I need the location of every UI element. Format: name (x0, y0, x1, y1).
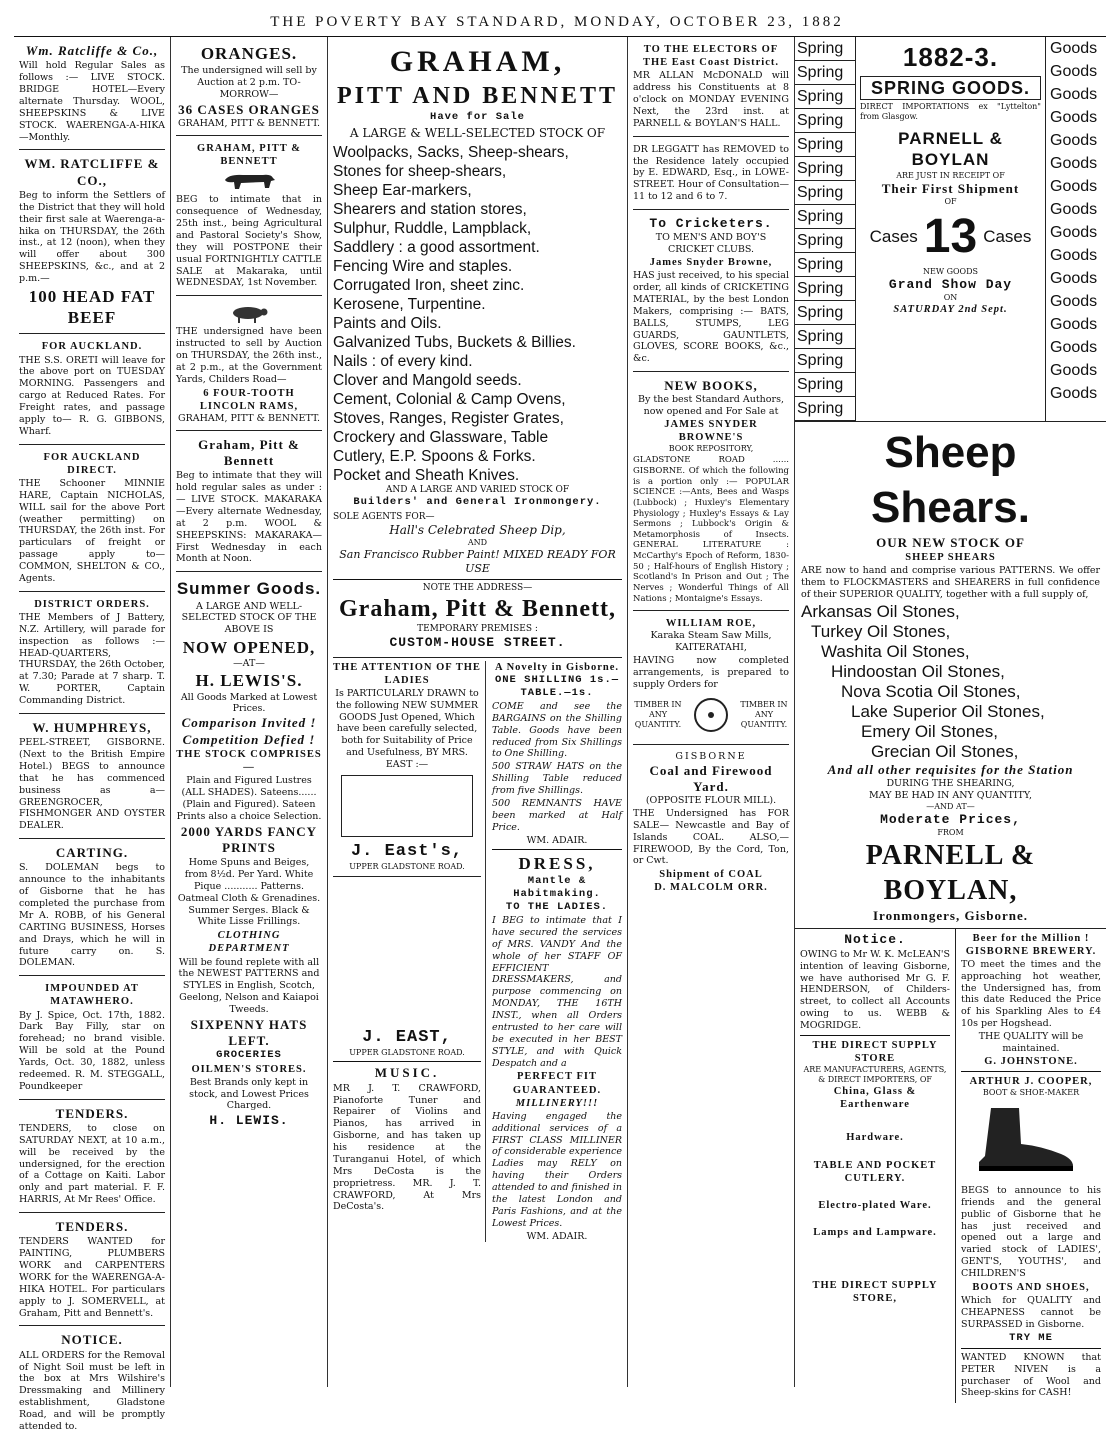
spring-word: Spring (795, 181, 855, 205)
divider (492, 849, 622, 850)
spring-word: Spring (795, 397, 855, 421)
ad-title: IMPOUNDED AT MATAWHERO. (45, 983, 139, 1008)
ad-title: GRAHAM, (389, 45, 566, 78)
ad-section: Builders' and General Ironmongery. (353, 495, 602, 508)
ad-text: DR LEGGATT has REMOVED to the Residence lately occupied by E. EDWARD, Esq., in LOWE-STREET. Hour of Consultation—11 to 12 and 6 to 7. (633, 143, 789, 203)
cases-number: 13 (923, 209, 978, 263)
ad-text: —AND AT— (926, 802, 975, 811)
oil-stone-item: Emery Oil Stones, (861, 722, 998, 741)
ad-subtitle: (OPPOSITE FLOUR MILL). (645, 795, 777, 806)
ad-name: J. East's, (350, 841, 464, 861)
ad-title: GRAHAM, PITT & BENNETT (197, 143, 301, 168)
spring-word: Spring (795, 133, 855, 157)
ad-tenders (19, 1103, 165, 1213)
ad-have-for-sale: Have for Sale (430, 110, 525, 123)
ad-text: Will hold Regular Sales as follows :— LIVE STOCK. BRIDGE HOTEL—Every alternate Thursday. WOOL, SHEEPSKINS & LIVE STOCK. WAERENGA-A-HIKA—Monthly. (19, 60, 165, 143)
ad-store: H. LEWIS'S. (195, 671, 303, 691)
spring-word: Spring (795, 61, 855, 85)
ad-text: Beg to intimate that they will hold regular sales as under :— LIVE STOCK. MAKARAKA—Every alternate Wednesday, at 2 p.m. WOOL & SHEEPSKINS: MAKARAKA—First Wednesday in each Month at Noon. (176, 470, 322, 565)
ad-section: Lamps and Lampware. (813, 1226, 937, 1238)
ad-highlight: ONE SHILLING 1s.—TABLE.—1s. (494, 673, 620, 699)
ad-seller: GRAHAM, PITT & BENNETT. (178, 412, 320, 424)
ad-store: PARNELL & BOYLAN, (865, 840, 1036, 907)
ad-lewis-summer-goods (176, 575, 322, 1134)
ad-section: TABLE AND POCKET CUTLERY. (813, 1159, 937, 1184)
ad-oranges (176, 40, 322, 136)
lower-right-block (795, 929, 1106, 1404)
stock-list-item: Clover and Mangold seeds. (333, 371, 522, 389)
ad-title: THE ATTENTION OF THE LADIES (333, 661, 481, 686)
ad-footer: J. EAST, (362, 1028, 452, 1048)
ad-carting (19, 842, 165, 976)
column-2 (171, 37, 328, 1387)
ad-text: THE QUALITY will be maintained. (978, 1031, 1084, 1054)
ad-footer: D. MALCOLM ORR. (654, 882, 768, 894)
ad-subtitle: BOOK REPOSITORY, (668, 444, 754, 454)
ad-footer: THE DIRECT SUPPLY STORE, (812, 1280, 938, 1305)
ad-title: DRESS, (518, 854, 596, 874)
ad-subtitle: Ironmongers, Gisborne. (872, 908, 1028, 924)
ad-new-books (633, 375, 789, 611)
spring-word: Spring (795, 85, 855, 109)
ad-title: Coal and Firewood Yard. (649, 762, 773, 794)
stock-list-item: Cutlery, E.P. Spoons & Forks. (333, 447, 536, 465)
goods-word: Goods (1050, 155, 1098, 172)
ad-text: S. DOLEMAN begs to announce to the inhabitants of Gisborne that he has completed the purchase from Mr A. ROBB, of his General CARTING BUSINESS, Horses and Drays, which he will in future carry on. S. DOLEMAN. (19, 862, 165, 969)
ad-ratcliffe-sale (19, 153, 165, 334)
ad-intro: A LARGE & WELL-SELECTED STOCK OF (349, 125, 606, 140)
ad-text: Beg to inform the Settlers of the District that they will hold their first sale at Waerenga-a-hika on THURSDAY, the 26th inst., at 12 (noon), when they will offer about 300 SHEEPSKINS, &c., and at 2 p.m.— (19, 189, 165, 284)
ad-title: TENDERS. (55, 1219, 129, 1234)
oil-stone-item: Nova Scotia Oil Stones, (841, 682, 1021, 701)
ad-title: ORANGES. (200, 44, 298, 63)
stock-list-item: Shearers and station stores, (333, 200, 527, 218)
ad-title: Summer Goods. (176, 579, 322, 599)
ad-text: Is PARTICULARLY DRAWN to the following NEW SUMMER GOODS Just Opened, Which have been carefully selected, both for Suitability of Price and Usefulness, BY MRS. EAST :— (335, 687, 479, 770)
stock-list-item: Sheep Ear-markers, (333, 181, 472, 199)
ad-text: THE Schooner MINNIE HARE, Captain NICHOLAS, WILL sail for the above Port (weather permitting) on THURSDAY, the 26th inst. For particulars of freight or passage apply to— COMMON, SHELTON & CO., Agents. (19, 477, 165, 584)
ad-title: CARTING. (55, 845, 129, 861)
ad-highlight: BOOTS AND SHOES, (972, 1281, 1090, 1293)
ad-text: THE undersigned have been instructed to sell by Auction on THURSDAY, the 26th inst., at 2 p.m., at the Government Yards, Childers Road— (176, 326, 322, 385)
ad-title: MUSIC. (374, 1065, 440, 1081)
goods-word: Goods (1050, 109, 1098, 126)
ad-subtitle: GISBORNE BREWERY. (965, 945, 1097, 957)
ad-text: THE Undersigned has FOR SALE— Newcastle and Bay of Islands COAL. ALSO,—FIREWOOD, By the Cord, Ton, or Cwt. (633, 807, 789, 867)
goods-word: Goods (1050, 201, 1098, 218)
goods-word: Goods (1050, 247, 1098, 264)
ad-text: MAY BE HAD IN ANY QUANTITY, (869, 790, 1032, 802)
oil-stone-item: Hindoostan Oil Stones, (831, 662, 1005, 681)
ad-section: GROCERIES (216, 1049, 282, 1062)
ad-title: FOR AUCKLAND DIRECT. (43, 451, 141, 476)
ad-title: Graham, Pitt & Bennett (198, 436, 300, 468)
ad-sheep-shears (795, 422, 1106, 929)
ad-year: 1882-3. (902, 42, 999, 72)
divider (961, 1348, 1101, 1349)
ad-text: COME and see the BARGAINS on the Shilling Table. Goods have been reduced from Six Shillings to One Shilling. (492, 700, 622, 760)
ad-subtitle: Karaka Steam Saw Mills, KAITERATAHI, (650, 630, 772, 654)
goods-word: Goods (1050, 293, 1098, 310)
stock-list-item: Saddlery : a good assortment. (333, 238, 540, 256)
ad-name: James Snyder Browne, (649, 257, 773, 268)
ad-title: GISBORNE (675, 750, 747, 762)
column-1 (14, 37, 171, 1432)
ad-coal-yard (633, 748, 789, 900)
oil-stone-item: Grecian Oil Stones, (871, 742, 1019, 761)
goods-word: Goods (1050, 316, 1098, 333)
ad-title: WILLIAM ROE, (665, 618, 757, 630)
newspaper-page (14, 36, 1106, 1432)
spring-word-column (795, 37, 855, 421)
ad-box (341, 775, 473, 837)
spring-word: Spring (795, 301, 855, 325)
ad-for-auckland (19, 337, 165, 444)
timber-left: TIMBER IN ANY QUANTITY. (634, 699, 682, 729)
column-5 (795, 37, 1106, 1399)
ad-gpb-postpone (176, 139, 322, 296)
ad-highlight: NOW OPENED, (182, 638, 316, 658)
sheep-illustration-icon (224, 304, 274, 324)
ad-store: PARNELL & BOYLAN (898, 129, 1003, 170)
ad-highlight: Moderate Prices, (880, 812, 1021, 827)
goods-word: Goods (1050, 362, 1098, 379)
ad-title: W. HUMPHREYS, (32, 719, 152, 735)
saw-blade-icon (691, 695, 731, 735)
ad-auckland-direct (19, 448, 165, 592)
ad-district-orders (19, 595, 165, 714)
ad-text: THE Members of J Battery, N.Z. Artillery, will parade for inspection as follows :— HEAD-QUARTERS, THURSDAY, the 26th October, at 7.30; Parade at 7 sharp. T. W. PORTER, Captain Commanding District. (19, 611, 165, 706)
stock-list-item: Nails : of every kind. (333, 352, 473, 370)
ad-text: I BEG to intimate that I have secured the services of MRS. VANDY And the whole of her STAFF OF EFFICIENT DRESSMAKERS, and purpose commencing on MONDAY, THE 16TH INST., when all Orders entrusted to her care will be executed in her BEST STYLE, and with Quick Despatch and a (492, 915, 622, 1069)
ad-text: NOTE THE ADDRESS— (422, 582, 533, 593)
stock-list-item: Corrugated Iron, sheet zinc. (333, 276, 525, 294)
ad-gpb-live-stock (176, 434, 322, 573)
ad-text: HAVING now completed arrangements, is prepared to supply Orders for (633, 655, 789, 690)
ad-text: MR J. T. CRAWFORD, Pianoforte Tuner and Repairer of Violins and Pianos, has arrived in Gisborne, and has taken up his residence at the Turanganui Hotel, of which Mrs DeCosta is the proprietress. MR. J. T. CRAWFORD, At Mrs DeCosta's. (333, 1082, 481, 1213)
divider (961, 1071, 1101, 1072)
stock-list-item: Kerosene, Turpentine. (333, 295, 486, 313)
ad-highlight: 100 HEAD FAT BEEF (28, 286, 156, 328)
ad-text: Which for QUALITY and CHEAPNESS cannot be SURPASSED in Gisborne. (961, 1295, 1101, 1330)
ad-text: By J. Spice, Oct. 17th, 1882. Dark Bay Filly, star on forehead; no brand visible. Will be sold at the Pound Yards, Oct. 30, 1882, unless redeemed. R. M. STEGGALL, Poundkeeper (19, 1009, 165, 1092)
ad-text: TEMPORARY PREMISES : (417, 624, 538, 634)
ad-text: ALL ORDERS for the Removal of Night Soil must be left in the box at Mrs Wilshire's Dressmaking and Millinery establishment, Gladstone Road, and will be promptly attended to. (19, 1349, 165, 1432)
goods-word: Goods (1050, 40, 1098, 57)
spring-word: Spring (795, 157, 855, 181)
ad-text: DURING THE SHEARING, (886, 778, 1015, 790)
ad-text: ON (943, 293, 958, 302)
goods-word: Goods (1050, 132, 1098, 149)
ad-subtitle: All Goods Marked at Lowest Prices. (180, 691, 318, 715)
ad-lincoln-rams (176, 299, 322, 431)
ad-section: Electro-plated Ware. (818, 1199, 932, 1211)
oil-stones-list (801, 602, 1100, 762)
ad-title: ARTHUR J. COOPER, (969, 1075, 1093, 1087)
ad-title: SPRING GOODS. (860, 76, 1041, 101)
column-6-lower (956, 929, 1106, 1404)
stock-list-item: Crockery and Glassware, Table (333, 428, 549, 446)
goods-word: Goods (1050, 224, 1098, 241)
ad-text: Having engaged the additional services of a FIRST CLASS MILLINER of considerable experience Ladies may RELY on having their Orders attended to and finished in the latest London and Paris Fashions, and at the Lowest Prices. (492, 1110, 622, 1229)
oil-stone-item: Arkansas Oil Stones, (801, 602, 960, 621)
ad-leggatt (633, 140, 789, 210)
spring-word: Spring (795, 277, 855, 301)
ad-highlight: Shipment of COAL (659, 869, 763, 881)
ad-footer: WM. ADAIR. (526, 1230, 588, 1242)
stock-list-item: Cement, Colonial & Camp Ovens, (333, 390, 566, 408)
ad-highlight: PERFECT FIT GUARANTEED. (512, 1071, 602, 1096)
spring-word: Spring (795, 205, 855, 229)
ad-subtitle: SHEEP SHEARS (905, 552, 996, 564)
oil-stone-item: Washita Oil Stones, (821, 642, 970, 661)
ad-text: GLADSTONE ROAD ...... GISBORNE. Of which the following is a portion only :— POPULAR SCIENCE :—Ants, Bees and Wasps (Lubbock) ; Huxley's Elementary Physiology ; Huxley's Essays & Lay Sermons ; Lubbock's Origin & Metamorphosis of Insects. GENERAL LITERATURE : McCarthy's Epoch of Reform, 1830-50 ; Half-hours of English History ; Scotland's In Prison and Out ; The Nerves ; Wonderful Things of All Nations ; Montaigne's Essays. (633, 455, 789, 604)
spring-word: Spring (795, 349, 855, 373)
ad-address: UPPER GLADSTONE ROAD. (349, 862, 465, 872)
ad-title: Notice. (844, 931, 906, 947)
ad-text: Will be found replete with all the NEWEST PATTERNS and STYLES in English, Scotch, Geelong, Nelson and Kaiapoi Tweeds. (178, 956, 320, 1015)
ad-subtitle: ARE MANUFACTURERS, AGENTS, & DIRECT IMPORTERS, OF (803, 1065, 947, 1085)
ad-title: FOR AUCKLAND. (41, 341, 143, 353)
ad-section: THE STOCK COMPRISES— (176, 748, 322, 773)
spring-word: Spring (795, 109, 855, 133)
goods-word: Goods (1050, 385, 1098, 402)
ad-product: Hall's Celebrated Sheep Dip, (389, 523, 566, 538)
stock-list (333, 143, 622, 485)
ad-title: NEW BOOKS, (664, 378, 758, 394)
ad-spring-goods (795, 37, 1106, 422)
ad-text: OWING to Mr W. K. McLEAN'S intention of leaving Gisborne, we have authorised Mr G. F. HENDERSON, of Childers-street, to collect all Accounts owing to us. WEBB & MOGRIDGE. (800, 948, 950, 1031)
ad-slogan: TRY ME (1009, 1331, 1053, 1344)
goods-word: Goods (1050, 339, 1098, 356)
ad-title: NOTICE. (61, 1332, 123, 1348)
ad-date: SATURDAY 2nd Sept. (893, 304, 1008, 315)
ad-at: —AT— (233, 658, 265, 670)
ad-title: A Novelty in Gisborne. (494, 661, 620, 673)
ad-title: Beer for the Million ! (972, 932, 1090, 944)
ad-william-roe (633, 614, 789, 745)
stock-list-item: Fencing Wire and staples. (333, 257, 513, 275)
stock-list-item: Stoves, Ranges, Register Grates, (333, 409, 564, 427)
column-4 (628, 37, 795, 1387)
ad-text: 500 REMNANTS HAVE been marked at Half Price. (492, 797, 622, 833)
ad-footer: WM. ADAIR. (526, 834, 588, 846)
goods-word-column (1046, 37, 1106, 421)
ad-text: PEEL-STREET, GISBORNE. (Next to the British Empire Hotel.) BEGS to announce that he has commenced business as a— GREENGROCER, FISHMONGER AND OYSTER DEALER. (19, 737, 165, 832)
masthead: THE POVERTY BAY STANDARD, MONDAY, OCTOBER 23, 1882 (270, 14, 844, 30)
ad-highlight: 2000 YARDS FANCY PRINTS (180, 823, 318, 855)
ad-title: TO THE ELECTORS OF THE East Coast District. (643, 44, 779, 69)
ad-subtitle: TO MEN'S AND BOY'S CRICKET CLUBS. (655, 232, 767, 256)
ad-notice (19, 1329, 165, 1438)
goods-word: Goods (1050, 270, 1098, 287)
ad-section: MILLINERY!!! (515, 1097, 599, 1109)
ad-title: DISTRICT ORDERS. (34, 598, 150, 610)
ad-title: Wm. Ratcliffe & Co., (25, 43, 159, 58)
stock-list-item: Woolpacks, Sacks, Sheep-shears, (333, 143, 569, 161)
ad-highlight: Their First Shipment (881, 180, 1020, 196)
ad-highlight: China, Glass & Earthenware (833, 1086, 917, 1111)
ad-tenders-painting (19, 1216, 165, 1326)
oil-stone-item: Turkey Oil Stones, (811, 622, 951, 641)
spring-word: Spring (795, 373, 855, 397)
ad-east (333, 661, 486, 1243)
ad-text: DIRECT IMPORTATIONS ex "Lyttelton" from Glasgow. (860, 102, 1041, 121)
ad-text: A LARGE AND WELL-SELECTED STOCK OF THE ABOVE IS (181, 600, 317, 636)
ad-title: TENDERS. (55, 1105, 129, 1121)
spring-word: Spring (795, 325, 855, 349)
ad-section: CLOTHING DEPARTMENT (208, 930, 290, 955)
boot-illustration-icon (961, 1104, 1079, 1174)
ad-text: By the best Standard Authors, now opened and For Sale at (638, 394, 784, 418)
timber-row (633, 695, 789, 735)
ad-text: And all other requisites for the Station (827, 762, 1074, 777)
ad-text: Best Brands only kept in stock, and Lowest Prices Charged. (189, 1076, 309, 1112)
stock-list-item: Galvanized Tubs, Buckets & Billies. (333, 333, 576, 351)
ad-store: JAMES SNYDER BROWNE'S (664, 419, 758, 444)
ad-section: TO THE LADIES. (505, 900, 609, 913)
ad-text: Plain and Figured Lustres (ALL SHADES). Sateens......(Plain and Figured). Sateen Prints also a choice Selection. (176, 775, 322, 822)
ad-humphreys (19, 717, 165, 839)
ad-slogan: Comparison Invited ! Competition Defied ! (181, 715, 317, 747)
stock-list-item: Paints and Oils. (333, 314, 442, 332)
ad-electors (633, 40, 789, 137)
ad-text: NEW GOODS (922, 266, 978, 276)
ad-text: BEGS to announce to his friends and the general public of Gisborne that he has just received and opened out a large and varied stock of LADIES', GENT'S, YOUTHS', and CHILDREN'S (961, 1184, 1101, 1279)
cases-label: Cases (869, 227, 918, 247)
ad-address: UPPER GLADSTONE ROAD. (349, 1048, 465, 1058)
ad-text: ARE now to hand and comprise various PATTERNS. We offer them to FLOCKMASTERS and SHEARERS in full confidence of their SUPERIOR QUALITY, together with a full supply of, (801, 565, 1100, 601)
timber-right: TIMBER IN ANY QUANTITY. (740, 699, 788, 729)
ad-highlight: 36 CASES ORANGES (178, 101, 320, 117)
stock-list-item: Sulphur, Ruddle, Lampblack, (333, 219, 532, 237)
ad-highlight: 6 FOUR-TOOTH LINCOLN RAMS, (199, 387, 299, 412)
ad-section: Hardware. (846, 1132, 904, 1144)
ad-text: AND (467, 538, 488, 548)
ad-text: BEG to intimate that in consequence of Wednesday, 25th inst., being Agricultural and Pastoral Society's Show, they will POSTPONE their usual FORTNIGHTLY CATTLE SALE at Makaraka, until WEDNESDAY, 1st November. (176, 194, 322, 289)
ad-text: MR ALLAN McDONALD will address his Constituents at 8 o'clock on MONDAY EVENING Next, the 23rd inst. at PARNELL & BOYLAN'S HALL. (633, 70, 789, 129)
ad-adair (492, 661, 622, 1243)
ad-cricketers (633, 213, 789, 372)
ad-subtitle: BOOT & SHOE-MAKER (982, 1088, 1080, 1097)
ad-subtitle: PITT AND BENNETT (337, 82, 618, 109)
ad-text: Home Spuns and Beiges, from 8½d. Per Yard. White Pique ........... Patterns. Oatmeal Cloth & Grenadines. Summer Serges. Black & White Lisse Frillings. (177, 857, 321, 928)
column-5-lower (795, 929, 956, 1404)
ad-section: SIXPENNY HATS LEFT. (190, 1016, 308, 1049)
ad-text: FROM (937, 828, 964, 838)
spring-word: Spring (795, 253, 855, 277)
column-3 (328, 37, 628, 1387)
ad-section: OILMEN'S STORES. (191, 1063, 307, 1075)
ad-spacer (333, 876, 481, 1027)
ad-text: TO meet the times and the approaching hot weather, the Undersigned has, from this date Reduced the Price of his Sparkling Ales to £4 10s per Hogshead. (961, 958, 1101, 1030)
goods-word: Goods (1050, 178, 1098, 195)
cases-label: Cases (983, 227, 1032, 247)
ad-text: ARE JUST IN RECEIPT OF (896, 170, 1005, 180)
ad-title: To Cricketers. (649, 216, 773, 231)
ad-seller: GRAHAM, PITT & BENNETT. (178, 118, 320, 130)
ad-graham-pitt-bennett (333, 40, 622, 658)
spring-word: Spring (795, 37, 855, 61)
divider (333, 579, 622, 580)
ad-text: SOLE AGENTS FOR— (333, 512, 435, 522)
oil-stone-item: Lake Superior Oil Stones, (851, 702, 1045, 721)
ad-text: 500 STRAW HATS on the Shilling Table reduced from five Shillings. (492, 761, 622, 796)
ad-name: Graham, Pitt & Bennett, (339, 596, 616, 622)
ad-title: Sheep Shears. (871, 428, 1030, 532)
ad-footer: H. LEWIS. (209, 1113, 289, 1129)
ad-ratcliffe (19, 40, 165, 150)
ad-product: San Francisco Rubber Paint! MIXED READY FOR USE (339, 548, 616, 575)
ad-subtitle: Mantle & Habitmaking. (513, 874, 601, 900)
divider (800, 1035, 950, 1036)
ad-text: OF (944, 196, 957, 206)
ad-text: TENDERS WANTED for PAINTING, PLUMBERS WORK and CARPENTERS WORK for the WAERENGA-A-HIKA HOTEL. For particulars apply to J. SOMERVELL, at Graham, Pitt and Bennett's. (19, 1236, 165, 1319)
spring-goods-center (855, 37, 1046, 421)
ad-subtitle: OUR NEW STOCK OF (876, 535, 1025, 550)
ad-impounded (19, 979, 165, 1099)
ad-highlight: Grand Show Day (888, 276, 1013, 292)
ad-title: WM. RATCLIFFE & CO., (24, 156, 160, 188)
ad-text: TENDERS, to close on SATURDAY NEXT, at 10 a.m., will be received by the undersigned, for the erection of a Cottage on Kaiti. Labor only and part material. F. F. HARRIS, At Mr Rees' Office. (19, 1122, 165, 1206)
ad-text: HAS just received, to his special order, all kinds of CRICKETING MATERIAL, by the best London Makers, comprising :— BATS, BALLS, STUMPS, LEG GUARDS, GAUNTLETS, GLOVES, SCORE BOOKS, &c., &c. (633, 270, 789, 365)
ad-footer: G. JOHNSTONE. (984, 1055, 1078, 1067)
ad-text: AND A LARGE AND VARIED STOCK OF (385, 484, 570, 495)
cases-row (860, 207, 1041, 267)
cow-illustration-icon (219, 170, 279, 192)
ad-text: THE S.S. ORETI will leave for the above port on TUESDAY MORNING. Passengers and cargo at Reduced Rates. For Freight rates, and passage apply to— R. G. GIBBONS, Wharf. (19, 354, 165, 437)
stock-list-item: Pocket and Sheath Knives. (333, 466, 520, 484)
stock-list-item: Stones for sheep-shears, (333, 162, 507, 180)
ad-address: CUSTOM-HOUSE STREET. (389, 635, 566, 651)
goods-word: Goods (1050, 86, 1098, 103)
ad-text: The undersigned will sell by Auction at 2 p.m. TO-MORROW— (181, 65, 317, 100)
spring-word: Spring (795, 229, 855, 253)
column-3-lower (333, 661, 622, 1243)
divider (333, 1061, 481, 1062)
ad-text: WANTED KNOWN that PETER NIVEN is a purchaser of Wool and Sheep-skins for CASH! (961, 1351, 1101, 1399)
goods-word: Goods (1050, 63, 1098, 80)
ad-title: THE DIRECT SUPPLY STORE (812, 1039, 938, 1064)
